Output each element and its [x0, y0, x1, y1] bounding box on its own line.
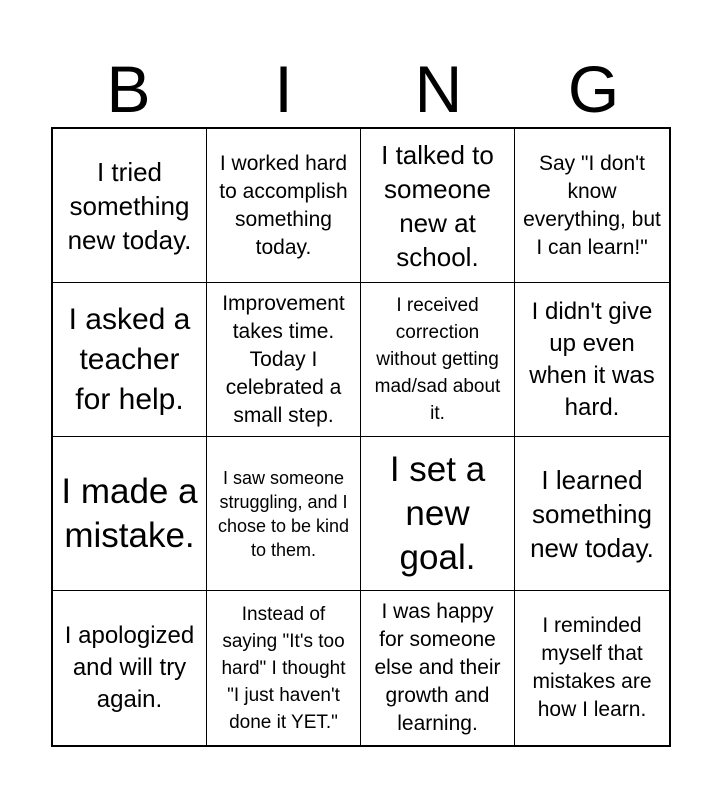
cell-text: I made a mistake. — [61, 471, 198, 555]
bingo-cell-r4c3[interactable] — [361, 591, 515, 745]
cell-text: I asked a teacher for help. — [68, 302, 191, 416]
bingo-cell-r1c1[interactable] — [53, 129, 207, 283]
cell-text: I received correction without getting mad/sad about it. — [374, 295, 501, 424]
cell-text: I didn't give up even when it was hard. — [529, 297, 655, 421]
cell-text: I tried something new today. — [67, 156, 192, 255]
bingo-cell-r3c4[interactable] — [515, 437, 669, 591]
header-letter-n: N — [414, 52, 463, 126]
bingo-board — [51, 127, 671, 747]
header-letter-i: I — [274, 52, 293, 126]
cell-text: I was happy for someone else and their growth and learning. — [374, 600, 501, 735]
bingo-cell-r3c3[interactable] — [361, 437, 515, 591]
bingo-cell-r1c4[interactable] — [515, 129, 669, 283]
cell-text: I apologized and will try again. — [64, 622, 195, 713]
bingo-cell-r2c2[interactable] — [207, 283, 361, 437]
cell-text: I reminded myself that mistakes are how I learn. — [532, 614, 652, 721]
cell-text: I learned something new today. — [530, 464, 654, 563]
bingo-cell-r2c1[interactable] — [53, 283, 207, 437]
header-letter-g: G — [567, 52, 620, 126]
bingo-cell-r3c2[interactable] — [207, 437, 361, 591]
cell-text: Say "I don't know everything, but I can learn!" — [523, 151, 661, 259]
cell-text: Instead of saying "It's too hard" I thought "I just haven't done it YET." — [221, 603, 346, 733]
cell-text: I worked hard to accomplish something today. — [219, 151, 348, 259]
bingo-cell-r4c4[interactable] — [515, 591, 669, 745]
bingo-cell-r2c4[interactable] — [515, 283, 669, 437]
cell-text: I talked to someone new at school. — [381, 139, 494, 272]
bingo-cell-r1c3[interactable] — [361, 129, 515, 283]
header-letter-b: B — [106, 52, 151, 126]
cell-text: I set a new goal. — [389, 449, 486, 577]
bingo-cell-r3c1[interactable] — [53, 437, 207, 591]
cell-text: Improvement takes time. Today I celebrated a small step. — [222, 291, 345, 427]
bingo-header — [51, 50, 671, 128]
bingo-cell-r2c3[interactable] — [361, 283, 515, 437]
cell-text: I saw someone struggling, and I chose to be kind to them. — [217, 467, 350, 560]
bingo-cell-r1c2[interactable] — [207, 129, 361, 283]
bingo-cell-r4c2[interactable] — [207, 591, 361, 745]
bingo-cell-r4c1[interactable] — [53, 591, 207, 745]
